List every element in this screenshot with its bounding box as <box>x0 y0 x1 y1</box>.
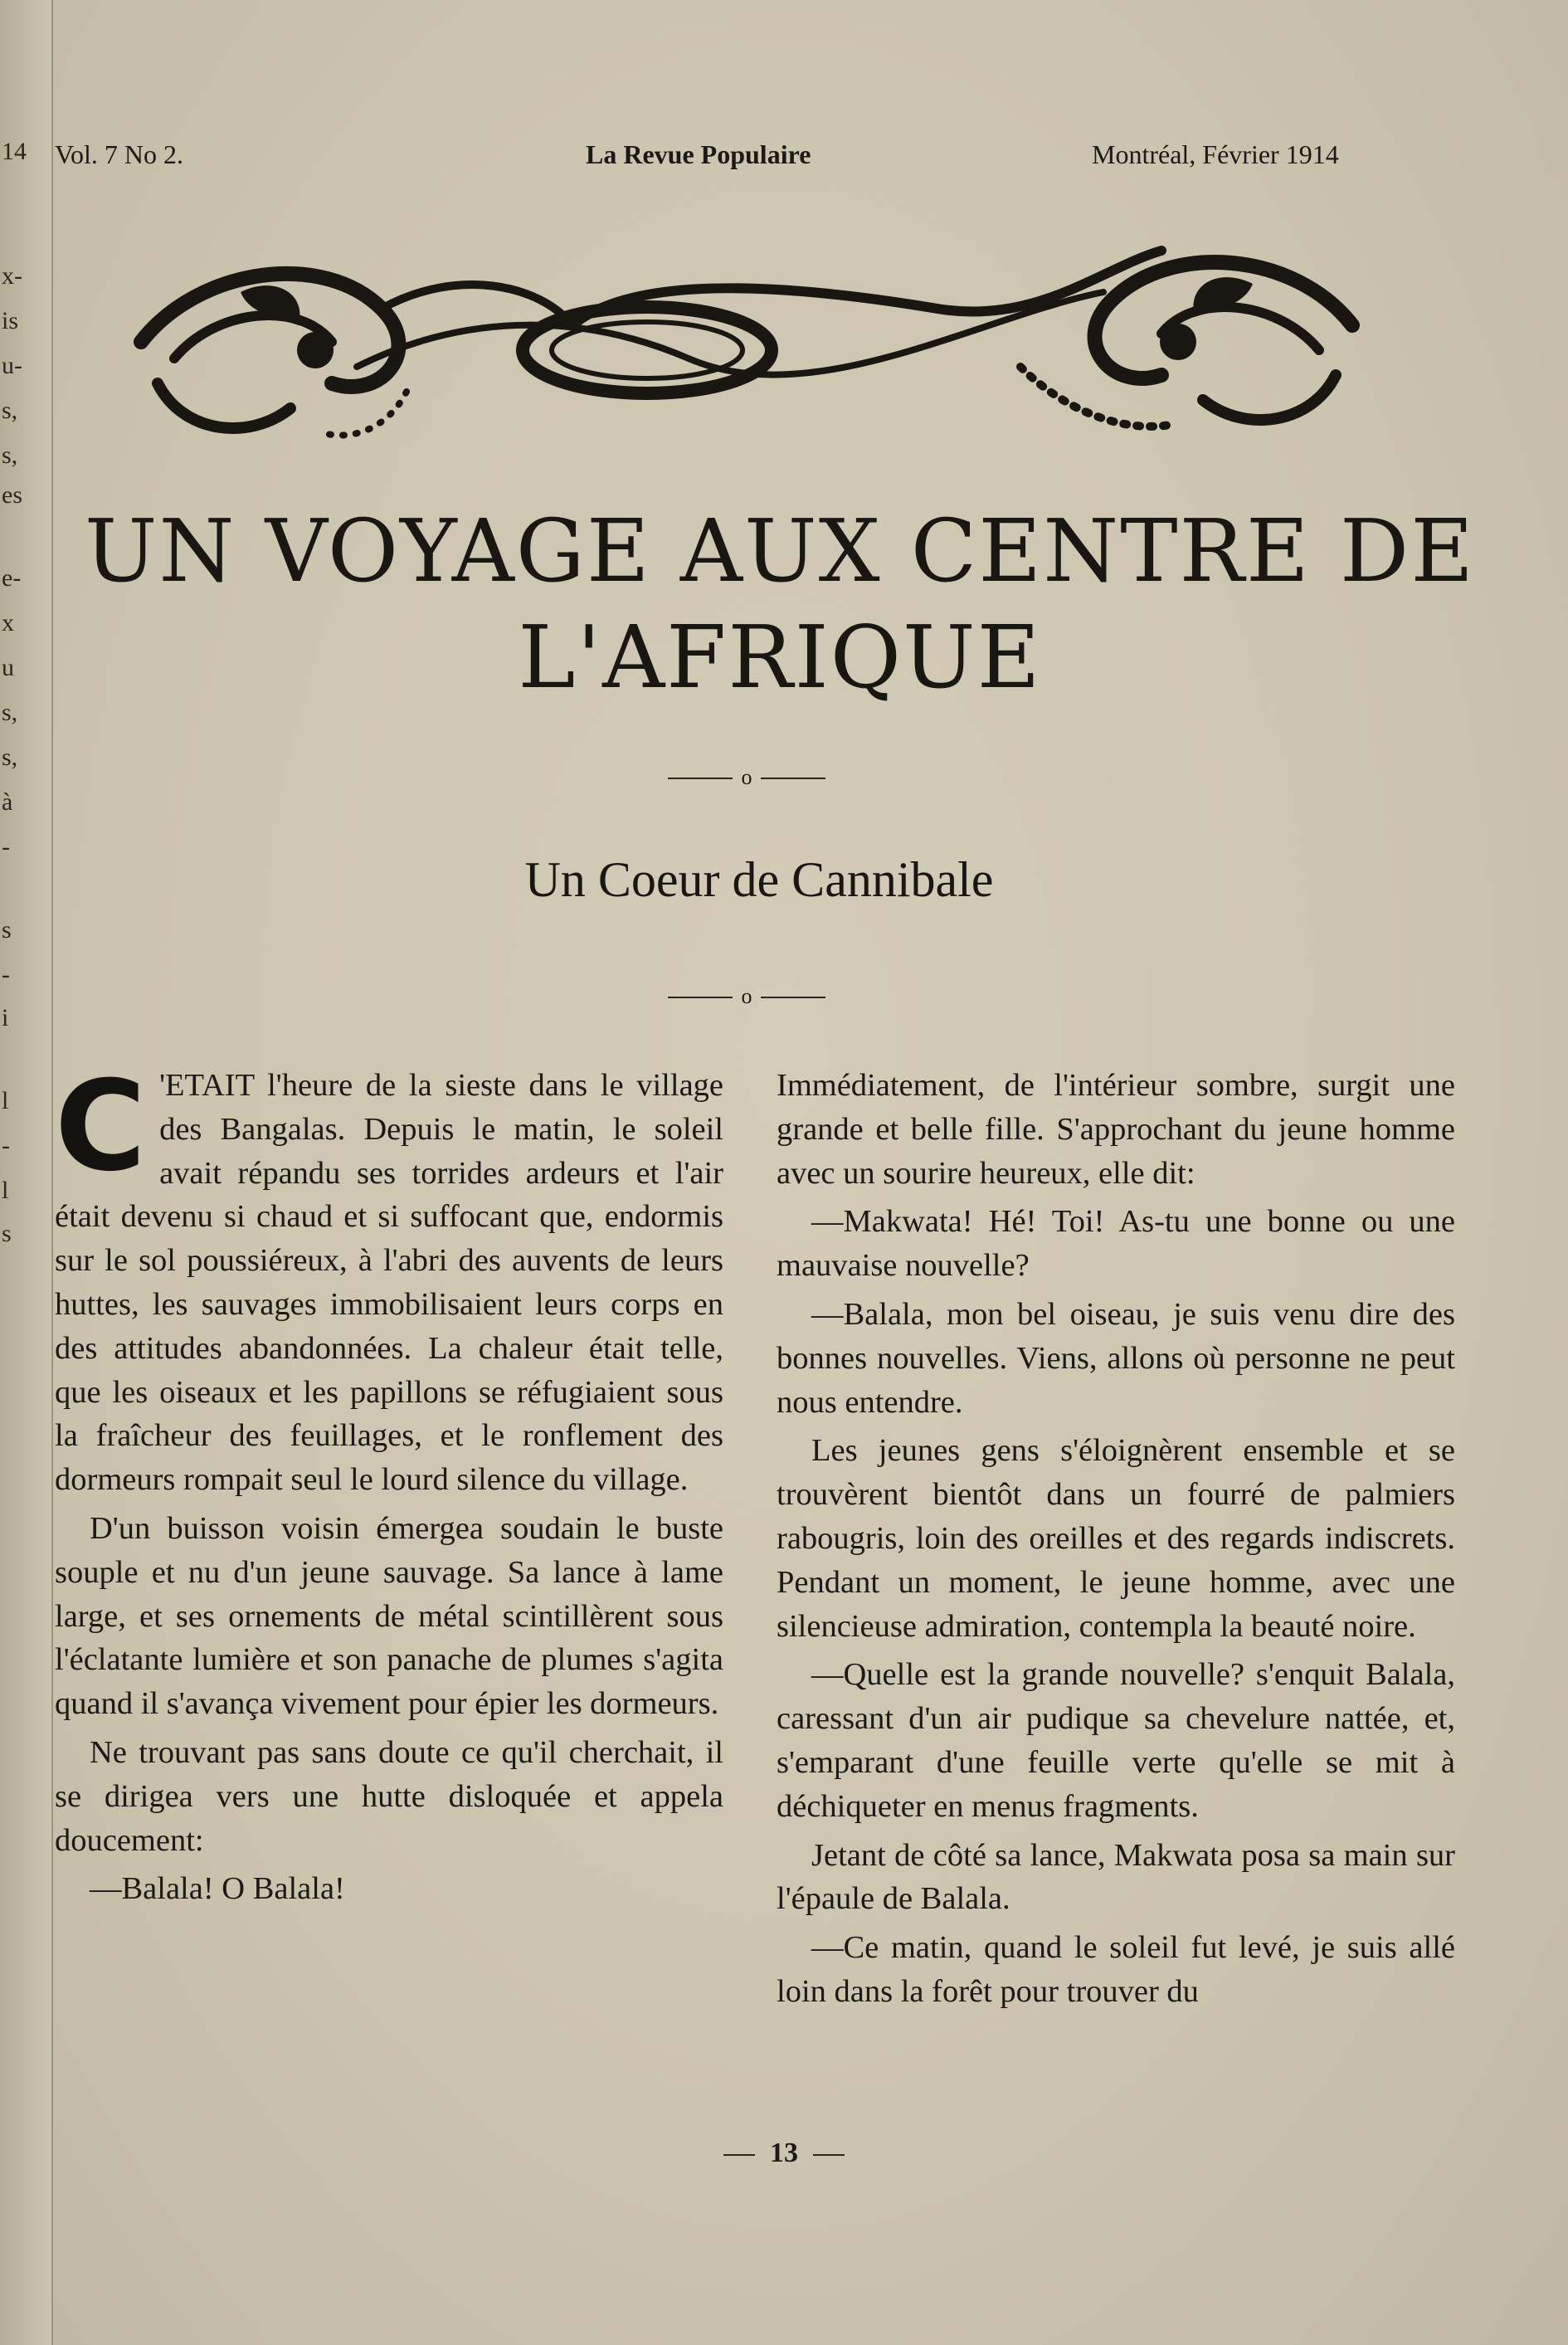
body-paragraph: Les jeunes gens s'éloignèrent ensemble et se trouvèrent bientôt dans un fourré de palmiers rabougris, loin des oreilles et des regards indiscrets. Pendant un moment, le jeune homme, avec une silencieuse admiration, contempla la beauté noire. <box>777 1433 1455 1644</box>
facing-page-fragment: - <box>2 833 10 860</box>
facing-page-fragment: e- <box>2 564 22 592</box>
article-subtitle: Un Coeur de Cannibale <box>524 852 994 907</box>
facing-page-fragment: x <box>2 609 14 636</box>
body-paragraph: Immédiatement, de l'intérieur sombre, surgit une grande et belle fille. S'approchant du jeune homme avec un sourire heureux, elle dit: <box>777 1068 1455 1191</box>
left-text-column <box>55 1055 723 1916</box>
body-paragraph: D'un buisson voisin émergea soudain le buste souple et nu d'un jeune sauvage. Sa lance à lame large, et ses ornements de métal scintillèrent sous l'éclatante lumière et son panache de plumes s'agita quand il s'avança vivement pour épier les dormeurs. <box>55 1510 723 1722</box>
facing-page-fragment: s, <box>2 699 18 726</box>
facing-page-fragment: i <box>2 1004 9 1031</box>
facing-page-fragment: s, <box>2 397 18 424</box>
facing-page-fragment: x- <box>2 262 22 290</box>
page-number-dash <box>723 2154 755 2156</box>
body-paragraph: —Balala! O Balala! <box>90 1871 345 1907</box>
body-paragraph: —Ce matin, quand le soleil fut levé, je suis allé loin dans la forêt pour trouver du <box>777 1930 1455 2009</box>
facing-page-fragment: es <box>2 481 22 509</box>
volume-number: Vol. 7 No 2. <box>55 139 183 169</box>
publication-name: La Revue Populaire <box>586 139 811 169</box>
section-separator: o <box>668 984 825 1009</box>
page-number-dash <box>813 2154 845 2156</box>
facing-page-fragment: s, <box>2 441 18 469</box>
facing-page-fragment: l <box>2 1087 9 1114</box>
body-paragraph: C 'ETAIT l'heure de la sieste dans le village des Bangalas. Depuis le matin, le soleil avait répandu ses torrides ardeurs et l'air était devenu si chaud et si suffocant que, endormis sur le sol poussiéreux, à l'abri des auvents de leurs huttes, les sauvages immobilisaient leurs corps en des attitudes abandonnées. La chaleur était telle, que les oiseaux et les papillons se réfugiaient sous la fraîcheur des feuillages, et le ronflement des dormeurs rompait seul le lourd silence du village. <box>55 1055 723 1498</box>
section-separator: o <box>668 765 825 790</box>
facing-page-fragment: l <box>2 1177 9 1204</box>
facing-page-fragment: u- <box>2 352 22 379</box>
facing-page-fragment: s, <box>2 743 18 771</box>
body-paragraph: Jetant de côté sa lance, Makwata posa sa main sur l'épaule de Balala. <box>777 1837 1455 1917</box>
page-number-value: 13 <box>770 2138 798 2168</box>
facing-page-fragment: - <box>2 1132 10 1159</box>
facing-page-fragment: u <box>2 654 14 681</box>
right-text-column <box>777 1064 1455 2019</box>
body-paragraph: —Quelle est la grande nouvelle? s'enquit Balala, caressant d'un air pudique sa chevelure nattée, et, s'emparant d'une feuille verte qu'elle se mit à déchiqueter en menus fragments. <box>777 1657 1455 1824</box>
body-paragraph: —Balala, mon bel oiseau, je suis venu dire des bonnes nouvelles. Viens, allons où personne ne peut nous entendre. <box>777 1296 1455 1420</box>
article-title <box>66 498 1493 710</box>
place-and-date: Montréal, Février 1914 <box>1092 139 1339 169</box>
facing-page-fragment: s <box>2 916 12 943</box>
facing-page-fragment: à <box>2 788 13 816</box>
facing-page-fragment: is <box>2 307 19 334</box>
facing-page-edge <box>0 0 53 2345</box>
page-number <box>0 2138 1568 2169</box>
facing-page-fragment: - <box>2 961 10 988</box>
drop-cap: C <box>55 1055 147 1199</box>
article-title-line-2: L'AFRIQUE <box>518 607 1042 708</box>
body-paragraph: —Makwata! Hé! Toi! As-tu une bonne ou une mauvaise nouvelle? <box>777 1204 1455 1284</box>
facing-page-number: 14 <box>2 138 27 165</box>
article-title-line-1: UN VOYAGE AUX CENTRE DE <box>84 500 1476 602</box>
facing-page-fragment: s <box>2 1220 12 1247</box>
body-paragraph: Ne trouvant pas sans doute ce qu'il cherchait, il se dirigea vers une hutte disloquée et appela doucement: <box>55 1734 723 1858</box>
decorative-scroll-ornament <box>108 217 1385 466</box>
running-header <box>0 139 1568 181</box>
